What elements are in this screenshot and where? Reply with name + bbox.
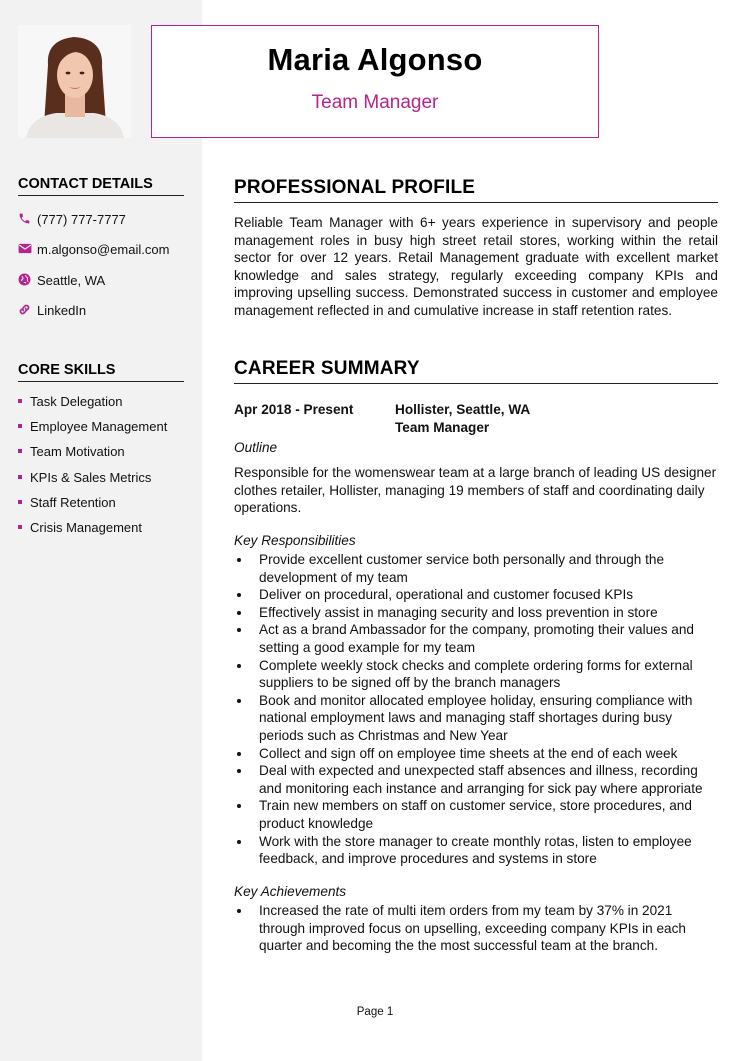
contact-email[interactable] [18, 242, 198, 272]
list-item: Deal with expected and unexpected staff absences and illness, recording and monitoring each instance and arranging for sick pay where approriate [234, 762, 718, 797]
list-item: Book and monitor allocated employee holiday, ensuring compliance with national employment laws and managing staff shortages during busy periods such as Christmas and New Year [234, 692, 718, 745]
skill-bullet [18, 525, 22, 529]
profile-photo-illustration [18, 25, 131, 138]
globe-icon [18, 273, 37, 288]
candidate-title: Team Manager [311, 92, 439, 113]
skill-item [18, 419, 198, 444]
outline-label: Outline [234, 440, 278, 455]
skill-item [18, 470, 198, 495]
career-summary-heading: CAREER SUMMARY [234, 358, 718, 384]
header-box [151, 25, 599, 138]
skill-bullet [18, 449, 22, 453]
skill-label: KPIs & Sales Metrics [30, 469, 152, 485]
skills-list [18, 394, 198, 545]
skill-bullet [18, 399, 22, 403]
key-responsibilities-label: Key Responsibilities [234, 533, 356, 548]
skill-item [18, 444, 198, 469]
list-item: Work with the store manager to create monthly rotas, listen to employee feedback, and improve procedures and systems in store [234, 833, 718, 868]
skill-label: Staff Retention [30, 494, 116, 510]
list-item: Act as a brand Ambassador for the company, promoting their values and setting a good example for my team [234, 621, 718, 656]
candidate-name: Maria Algonso [267, 42, 483, 77]
list-item: Train new members on staff on customer service, store procedures, and product knowledge [234, 797, 718, 832]
core-skills-heading: CORE SKILLS [18, 362, 184, 382]
skill-label: Task Delegation [30, 394, 123, 409]
contact-location-text: Seattle, WA [37, 272, 106, 288]
list-item: Increased the rate of multi item orders from my team by 37% in 2021 through improved focus on upselling, exceeding company KPIs in each quarter and becoming the the most successful team at the branch. [234, 902, 718, 955]
job-role: Team Manager [395, 419, 490, 435]
job-company: Hollister, Seattle, WA [395, 402, 531, 417]
page-number: Page 1 [356, 1006, 394, 1018]
contact-linkedin-text: LinkedIn [37, 303, 87, 319]
contact-phone[interactable] [18, 212, 198, 242]
list-item: Deliver on procedural, operational and customer focused KPIs [234, 586, 718, 604]
outline-text: Responsible for the womenswear team at a large branch of leading US designer clothes retailer, Hollister, managing 19 members of staff and coordinating daily operations. [234, 465, 717, 516]
contact-location [18, 273, 198, 303]
contact-email-text: m.algonso@email.com [37, 242, 170, 258]
skill-item [18, 495, 198, 520]
list-item: Provide excellent customer service both personally and through the development of my team [234, 551, 718, 586]
list-item: Collect and sign off on employee time sheets at the end of each week [234, 745, 718, 763]
list-item: Effectively assist in managing security and loss prevention in store [234, 604, 718, 622]
skill-bullet [18, 424, 22, 428]
professional-profile-heading: PROFESSIONAL PROFILE [234, 177, 718, 203]
skill-bullet [18, 475, 22, 479]
skill-item [18, 520, 198, 545]
profile-photo [18, 25, 131, 138]
contact-details-heading: CONTACT DETAILS [18, 176, 184, 196]
contact-linkedin[interactable] [18, 303, 198, 333]
skill-label: Team Motivation [30, 444, 125, 460]
key-achievements-label: Key Achievements [234, 884, 347, 899]
envelope-icon [18, 242, 37, 257]
responsibilities-list [234, 551, 718, 868]
skill-label: Employee Management [30, 419, 168, 435]
achievements-list [234, 902, 718, 955]
skill-bullet [18, 500, 22, 504]
link-icon [18, 303, 37, 318]
job-dates: Apr 2018 - Present [234, 402, 354, 417]
contact-phone-text: (777) 777-7777 [37, 212, 126, 227]
skill-label: Crisis Management [30, 519, 142, 535]
phone-icon [18, 212, 37, 227]
skill-item [18, 394, 198, 419]
contact-list [18, 212, 198, 334]
list-item: Complete weekly stock checks and complete ordering forms for external suppliers to be signed off by the branch managers [234, 657, 718, 692]
profile-summary: Reliable Team Manager with 6+ years experience in supervisory and people management roles in busy high street retail stores, working within the retail sector for over 12 years. Retail Management graduate with excellent market knowledge and sales strategy, regularly exceeding company KPIs and improving upselling success. Demonstrated success in customer and employee management reflected in and cumulative increase in staff retention rates. [234, 215, 718, 318]
